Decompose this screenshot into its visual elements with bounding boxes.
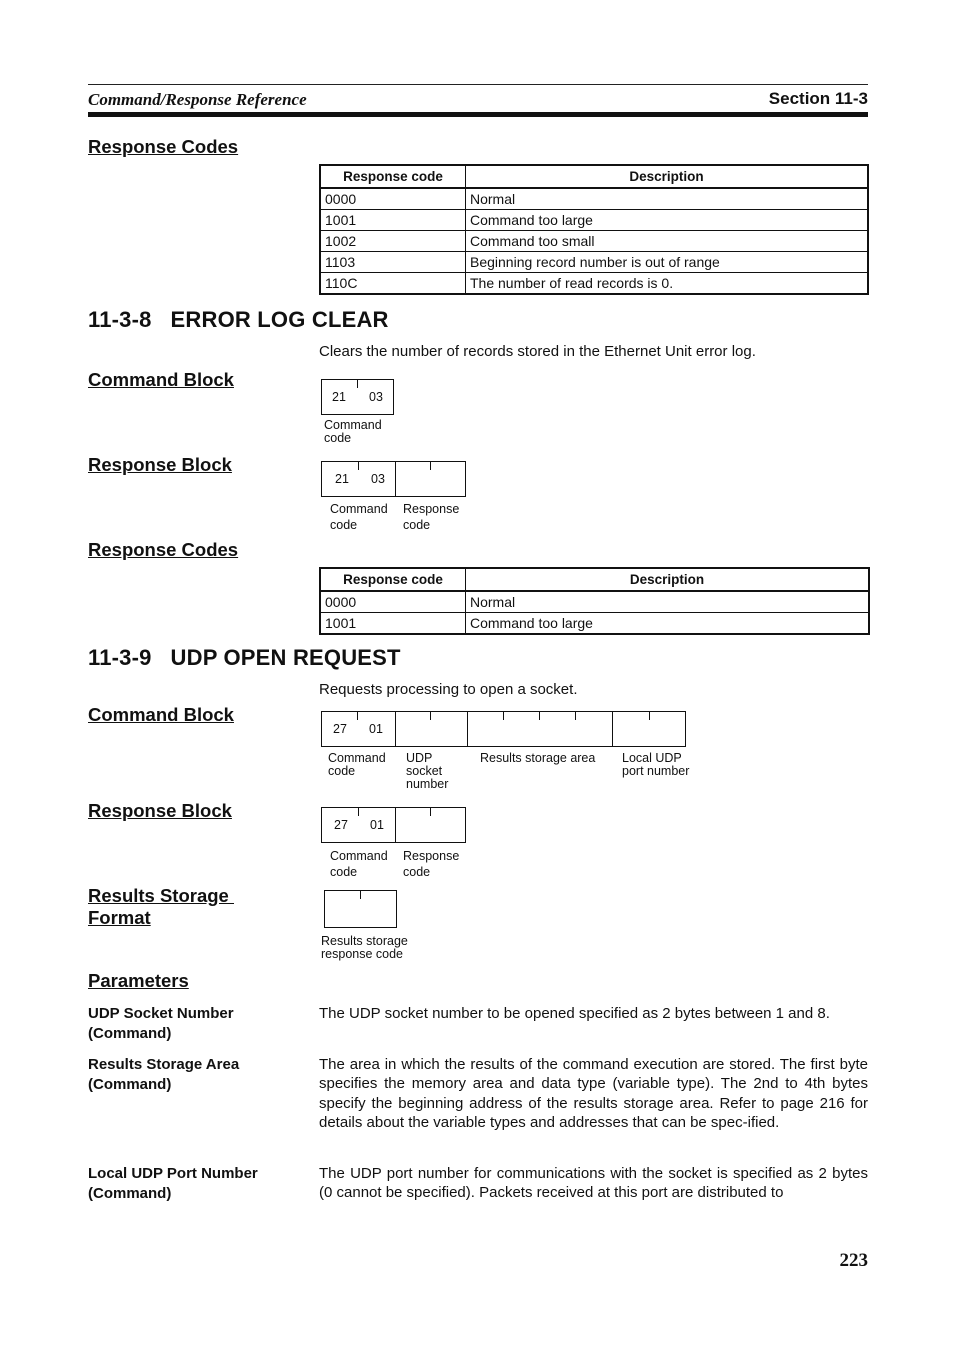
param-name-line: Results Storage Area [88, 1056, 240, 1073]
running-header-section: Section 11-3 [768, 89, 868, 108]
header-rule-bottom [88, 112, 868, 117]
command-block-heading: Command Block [88, 369, 234, 390]
section-description: Clears the number of records stored in the Ethernet Unit error log. [319, 343, 756, 360]
table-row [320, 188, 868, 210]
field-label-results-storage-area: Results storage area [480, 751, 596, 765]
label-line: Command [330, 849, 388, 863]
table-row [320, 231, 868, 252]
label-line: code [403, 865, 431, 879]
label-line: code [330, 518, 358, 532]
response-block-heading: Response Block [88, 800, 232, 821]
response-codes-table [319, 164, 869, 295]
field-label-command-code [324, 419, 382, 445]
label-line: code [330, 865, 358, 879]
param-name-local-udp-port-number [88, 1164, 298, 1204]
section-description: Requests processing to open a socket. [319, 681, 578, 698]
response-block-box [321, 807, 466, 843]
byte-divider [357, 712, 358, 720]
label-line: Command [330, 502, 388, 516]
command-code-byte: 03 [371, 472, 385, 486]
column-header: Description [466, 568, 870, 591]
label-line: Local UDP [622, 751, 682, 765]
label-line: Command [328, 751, 386, 765]
field-label-command-code [330, 501, 388, 533]
response-code-cell: 1002 [320, 231, 466, 252]
table-row [320, 591, 869, 613]
field-label-command-code [330, 848, 388, 880]
command-block-heading: Command Block [88, 704, 234, 725]
description-cell: Normal [466, 591, 870, 613]
results-storage-format-heading [88, 885, 234, 929]
field-divider [467, 712, 468, 746]
description-cell: Command too large [466, 613, 870, 635]
byte-divider [649, 712, 650, 720]
label-line: UDP [406, 751, 433, 765]
page-number: 223 [839, 1250, 868, 1271]
section-title-udp-open-request: 11-3-9 UDP OPEN REQUEST [88, 645, 401, 670]
description-cell: Command too small [466, 231, 869, 252]
byte-divider [358, 808, 359, 816]
field-label-local-udp-port [622, 752, 689, 778]
table-header-row [320, 165, 868, 188]
column-header: Description [466, 165, 869, 188]
response-code-cell: 0000 [320, 591, 466, 613]
param-desc-results-storage-area: The area in which the results of the command execution are stored. The first byte specifies the memory area and data type (variable type). The 2nd to 4th bytes specify the beginning address of the results storage area. Refer to page 216 for details about the variable types and addresses that can be spec-ified. [319, 1056, 868, 1132]
command-code-byte: 01 [370, 818, 384, 832]
command-code-box [321, 379, 394, 415]
response-code-cell: 1001 [320, 210, 466, 231]
field-divider [395, 712, 396, 746]
field-divider [395, 462, 396, 496]
response-codes-table [319, 567, 870, 635]
param-name-line: (Command) [88, 1076, 172, 1093]
label-line: Response [403, 502, 460, 516]
byte-divider [430, 808, 431, 816]
description-cell: Normal [466, 188, 869, 210]
parameters-heading: Parameters [88, 970, 189, 991]
byte-divider [430, 712, 431, 720]
table-row [320, 613, 869, 635]
param-name-results-storage-area [88, 1055, 298, 1095]
table-header-row [320, 568, 869, 591]
heading-line: Format [88, 907, 151, 928]
param-name-udp-socket-number [88, 1004, 298, 1044]
param-desc-local-udp-port-number: The UDP port number for communications with the socket is specified as 2 bytes (0 cannot be specified). Packets received at this port are distributed to [319, 1165, 868, 1202]
byte-divider [357, 380, 358, 388]
running-header-title: Command/Response Reference [88, 90, 307, 109]
field-label-udp-socket-number [406, 752, 448, 791]
header-rule-top [88, 84, 868, 85]
response-code-cell: 0000 [320, 188, 466, 210]
command-code-byte: 21 [332, 390, 346, 404]
field-label-results-storage-response-code [321, 935, 408, 961]
command-block-box [321, 711, 686, 747]
field-label-response-code [403, 501, 459, 533]
table-row [320, 273, 868, 295]
response-block-heading: Response Block [88, 454, 232, 475]
byte-divider [503, 712, 504, 720]
description-cell: The number of read records is 0. [466, 273, 869, 295]
byte-divider [430, 462, 431, 470]
section-title-error-log-clear: 11-3-8 ERROR LOG CLEAR [88, 307, 389, 332]
description-cell: Beginning record number is out of range [466, 252, 869, 273]
command-code-byte: 21 [335, 472, 349, 486]
response-codes-heading: Response Codes [88, 539, 239, 560]
label-line: code [403, 518, 431, 532]
param-name-line: (Command) [88, 1025, 172, 1042]
label-line: Response [403, 849, 460, 863]
field-divider [395, 808, 396, 842]
response-codes-heading: Response Codes [88, 136, 239, 157]
response-code-cell: 1103 [320, 252, 466, 273]
description-cell: Command too large [466, 210, 869, 231]
field-divider [612, 712, 613, 746]
label-line: port number [622, 764, 690, 778]
label-line: response code [321, 947, 404, 961]
param-desc-udp-socket-number: The UDP socket number to be opened specified as 2 bytes between 1 and 8. [319, 1005, 830, 1022]
field-label-response-code [403, 848, 459, 880]
byte-divider [575, 712, 576, 720]
param-name-line: Local UDP Port Number [88, 1165, 258, 1182]
param-name-line: UDP Socket Number [88, 1005, 234, 1022]
column-header: Response code [320, 568, 466, 591]
command-code-byte: 27 [334, 818, 348, 832]
byte-divider [539, 712, 540, 720]
command-code-byte: 03 [369, 390, 383, 404]
table-row [320, 252, 868, 273]
label-line: code [328, 764, 356, 778]
results-storage-box [324, 890, 397, 928]
param-name-line: (Command) [88, 1185, 172, 1202]
label-line: Results storage [321, 934, 408, 948]
label-line: number [406, 777, 449, 791]
byte-divider [360, 891, 361, 899]
column-header: Response code [320, 165, 466, 188]
heading-line: Results Storage [88, 885, 234, 906]
response-code-cell: 110C [320, 273, 466, 295]
field-label-command-code [328, 752, 386, 778]
table-row [320, 210, 868, 231]
command-code-byte: 01 [369, 722, 383, 736]
label-line: Command [324, 418, 382, 432]
byte-divider [358, 462, 359, 470]
label-line: code [324, 431, 352, 445]
response-code-cell: 1001 [320, 613, 466, 635]
command-code-byte: 27 [333, 722, 347, 736]
label-line: socket [406, 764, 443, 778]
response-block-box [321, 461, 466, 497]
